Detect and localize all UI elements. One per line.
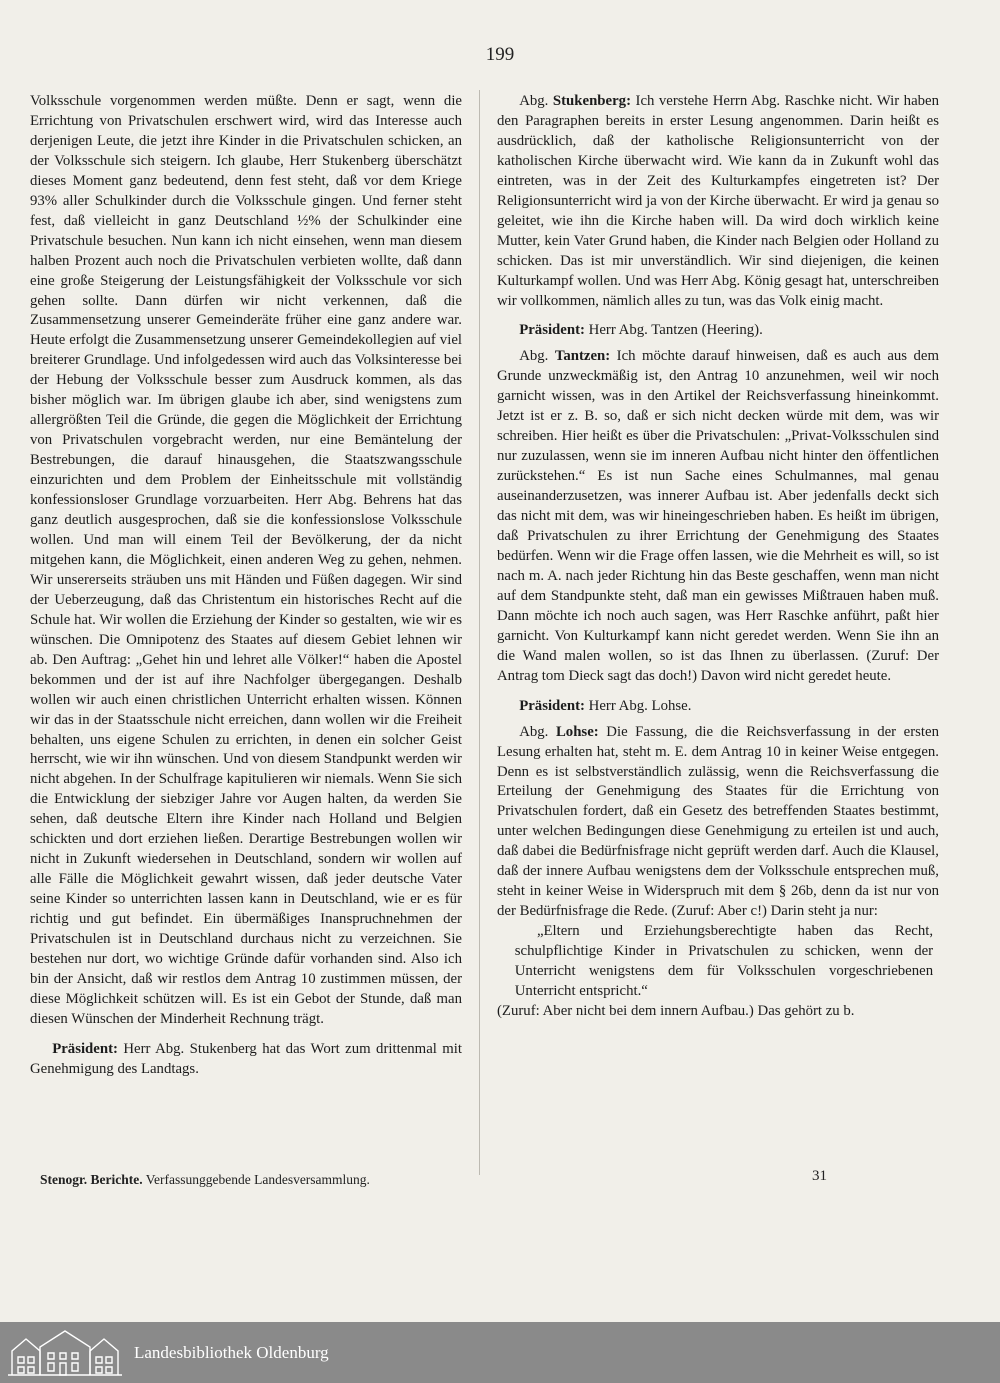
footer-sheet-number: 31 xyxy=(812,1168,827,1184)
speaker-label: Lohse: xyxy=(555,723,599,740)
footer-title: Stenogr. Berichte. xyxy=(40,1172,143,1187)
quotation-block: „Eltern und Erziehungsberechtigte haben das Recht, schulpflichtige Kinder in Privatschulen zu schicken, wenn der Unterricht wenigstens dem für Volksschulen vorgeschriebenen Unterricht entspricht.“ xyxy=(514,923,934,999)
speaker-prefix: Abg. xyxy=(519,348,549,365)
left-paragraph-2 xyxy=(30,1040,462,1080)
right-paragraph-4 xyxy=(497,697,939,717)
page-number: 199 xyxy=(485,44,515,65)
column-divider xyxy=(479,90,480,1175)
speaker-label: Präsident: xyxy=(519,322,585,339)
right-paragraph-3 xyxy=(497,347,939,686)
speaker-text: Herr Abg. Stukenberg hat das Wort zum drittenmal mit Genehmigung des Landtags. xyxy=(30,1040,462,1077)
right-paragraph-6: (Zuruf: Aber nicht bei dem innern Aufbau.) Das gehört zu b. xyxy=(497,1002,855,1019)
speaker-label: Präsident: xyxy=(52,1040,118,1057)
speaker-prefix: Abg. xyxy=(519,93,549,109)
speaker-text: Herr Abg. Lohse. xyxy=(588,697,692,714)
right-column xyxy=(497,92,939,1182)
library-building-icon xyxy=(6,1327,124,1377)
speaker-text: Die Fassung, die die Reichsverfassung in der ersten Lesung erhalten hat, steht m. E. dem Antrag 10 in keiner Weise entgegen. Denn es ist selbstverständlich zulässig, wenn die Reichsverfassung die Erteilung der Genehmigung des Staates für die Errichtung von Privatschulen fordert, daß ein Gesetz des betreffenden Staates bestimmt, unter welchen Bedingungen diese Genehmigung zu erteilen ist und auch, daß dabei die Bedürfnisfrage nicht geprüft werden darf. Auch die Klausel, daß der innere Aufbau wenigstens dem der Volksschule entsprechen muß, steht in keiner Weise in Widerspruch mit dem § 26b, denn da ist nur von der Bedürfnisfrage die Rede. (Zuruf: Aber c!) Darin steht ja nur: xyxy=(497,723,939,920)
right-paragraph-5 xyxy=(497,723,939,923)
speaker-label: Stukenberg: xyxy=(552,93,631,109)
speaker-text: Herr Abg. Tantzen (Heering). xyxy=(588,322,763,339)
speaker-label: Präsident: xyxy=(519,697,585,714)
left-paragraph-1: Volksschule vorgenommen werden müßte. Denn er sagt, wenn die Errichtung von Privatschulen erschwert wird, wird das Interesse auch derjenigen Leute, die jetzt ihre Kinder in die Privatschulen schicken, an der Volksschule sich steigern. Ich glaube, Herr Stukenberg überschätzt dieses Moment ganz bedeutend, denn fest steht, daß vor dem Kriege 93% aller Schulkinder durch die Volksschule gingen. Und ferner steht fest, daß vielleicht in ganz Deutschland ½% der Schulkinder eine Privatschule besuchen. Nun kann ich nicht einsehen, wenn man diesem halben Prozent auch noch die Privatschulen verbieten wollte, daß dann eine große Steigerung der Leistungsfähigkeit der Volksschule vor sich gehen sollte. Dann dürfen wir nicht verkennen, daß die Zusammensetzung unserer Gemeinderäte früher eine ganz andere war. Heute erfolgt die Zusammensetzung unserer Gemeindekollegien auf viel breiterer Grundlage. Und infolgedessen wird auch das Volksinteresse bei der Hebung der Volksschule besser zum Ausdruck kommen, als das bisher möglich war. Im übrigen glaube ich aber, sind wenigstens zum allergrößten Teil die Gründe, die gegen die Möglichkeit der Errichtung von Privatschulen vorgebracht werden, nur eine Bemäntelung der Bestrebungen, die darauf hinausgehen, die Staatszwangsschule einzurichten und dem Problem der Einheitsschule mit vollständig konfessionsloser Grundlage vorzuarbeiten. Herr Abg. Behrens hat das ganz deutlich ausgesprochen, daß sie die konfessionslose Volksschule wollen. Und man will einem Teil der Bevölkerung, der da nicht mitgehen kann, die Möglichkeit, einen anderen Weg zu gehen, nehmen. Wir unsererseits sträuben uns mit Händen und Füßen dagegen. Wir sind der Ueberzeugung, daß das Christentum ein historisches Recht auf die Schule hat. Wir wollen die Erziehung der Kinder so gestalten, wie wir es wünschen. Die Omnipotenz des Staates auf diesem Gebiet lehnen wir ab. Den Auftrag: „Gehet hin und lehret alle Völker!“ haben die Apostel bekommen und der ist auf ihre Nachfolger übergegangen. Deshalb wollen wir auch einen christlichen Unterricht erhalten wissen. Können wir das in der Staatsschule nicht erreichen, dann wollen wir die Freiheit behalten, uns eigene Schulen zu errichten, in denen ein solcher Geist herrscht, wie wir ihn wünschen. Und von diesem Standpunkt werden wir nicht abgehen. In der Schulfrage kapitulieren wir niemals. Wenn Sie sich die Entwicklung der siebziger Jahre vor Augen halten, da werden Sie sehen, daß deutsche Eltern ihre Kinder nach Holland und Belgien schickten und dort erziehen ließen. Derartige Bestrebungen wollen wir nicht in Zukunft wiedersehen in Deutschland, sondern wir wollen auf alle Fälle die Möglichkeit gewahrt wissen, daß jeder deutsche Vater seine Kinder so unterrichten lassen kann in Deutschland, wie er es für richtig und gut befindet. Ein übermäßiges Inanspruchnehmen der Privatschulen ist in Deutschland durchaus nicht zu verzeichnen. Sie bestehen nur dort, wo wichtige Gründe dafür vorhanden sind. Also ich bin der Ansicht, daß wir restlos dem Antrag 10 zustimmen müssen, der diese Möglichkeit schützen will. Es ist ein Gebot der Stunde, daß man diesen Wünschen der Minderheit Rechnung trägt. xyxy=(30,93,462,1027)
right-paragraph-2 xyxy=(497,321,939,341)
speaker-text: Ich möchte darauf hinweisen, daß es auch aus dem Grunde unzweckmäßig ist, den Antrag 10 anzunehmen, weil wir noch garnicht wissen, was in den Artikel der Reichsverfassung hineinkommt. Jetzt ist er z. B. so, daß er sich nicht decken würde mit dem, was wir schreiben. Hier heißt es über die Privatschulen: „Privat-Volksschulen sind nur zuzulassen, wenn sie im inneren Aufbau nicht hinter den öffentlichen zurückstehen.“ Es ist nun Sache eines Schulmannes, mal genau auseinanderzusetzen, was innerer Aufbau ist. Aber jedenfalls deckt sich das nicht mit dem, was wir hineingeschrieben haben. Es heißt im übrigen, daß Privatschulen zu ihrer Errichtung der Genehmigung des Staates bedürfen. Wenn wir die Frage offen lassen, wie die Mehrheit es will, so ist nach m. A. nach jeder Richtung hin das Beste geschaffen, wenn man nicht auf dem Standpunkte steht, daß man ein gewisses Mißtrauen haben muß. Dann möchte ich noch auch sagen, was Herr Raschke anführt, paßt hier garnicht. Von Kulturkampf kann nicht geredet werden. Wenn Sie ihn an die Wand malen wollen, so ist das Ihnen zu überlassen. (Zuruf: Der Antrag tom Dieck sagt das doch!) Davon wird nicht geredet heute. xyxy=(497,348,939,684)
library-bar xyxy=(0,1322,1000,1383)
footer-left xyxy=(40,1172,470,1188)
speaker-text: Ich verstehe Herrn Abg. Raschke nicht. Wir haben den Paragraphen bereits in erster Lesung angenommen. Darin heißt es ausdrücklich, daß der katholische Religionsunterricht von der katholischen Kirche überwacht wird. Wie kann da in Zukunft wohl das eintreten, was in der Zeit des Kulturkampfes eingetreten ist? Der Religionsunterricht wird ja von der Kirche überwacht. Er wird ja genau so geleitet, wie ihn die Kirche haben will. Da wird doch wirklich keine Mutter, kein Vater Grund haben, die Kinder nach Belgien oder Holland zu schicken. Das ist mir unverständlich. Wir sind diejenigen, die keinen Kulturkampf wollen. Und was Herr Abg. König gesagt hat, unterschreiben wir vollkommen, nämlich alles zu tun, was das Volk einig macht. xyxy=(497,93,939,309)
speaker-prefix: Abg. xyxy=(519,723,549,740)
speaker-label: Tantzen: xyxy=(554,348,611,365)
footer-subtitle: Verfassunggebende Landesversammlung. xyxy=(145,1172,370,1187)
library-name: Landesbibliothek Oldenburg xyxy=(134,1343,329,1362)
left-column xyxy=(30,92,462,1182)
right-paragraph-1 xyxy=(497,92,939,311)
